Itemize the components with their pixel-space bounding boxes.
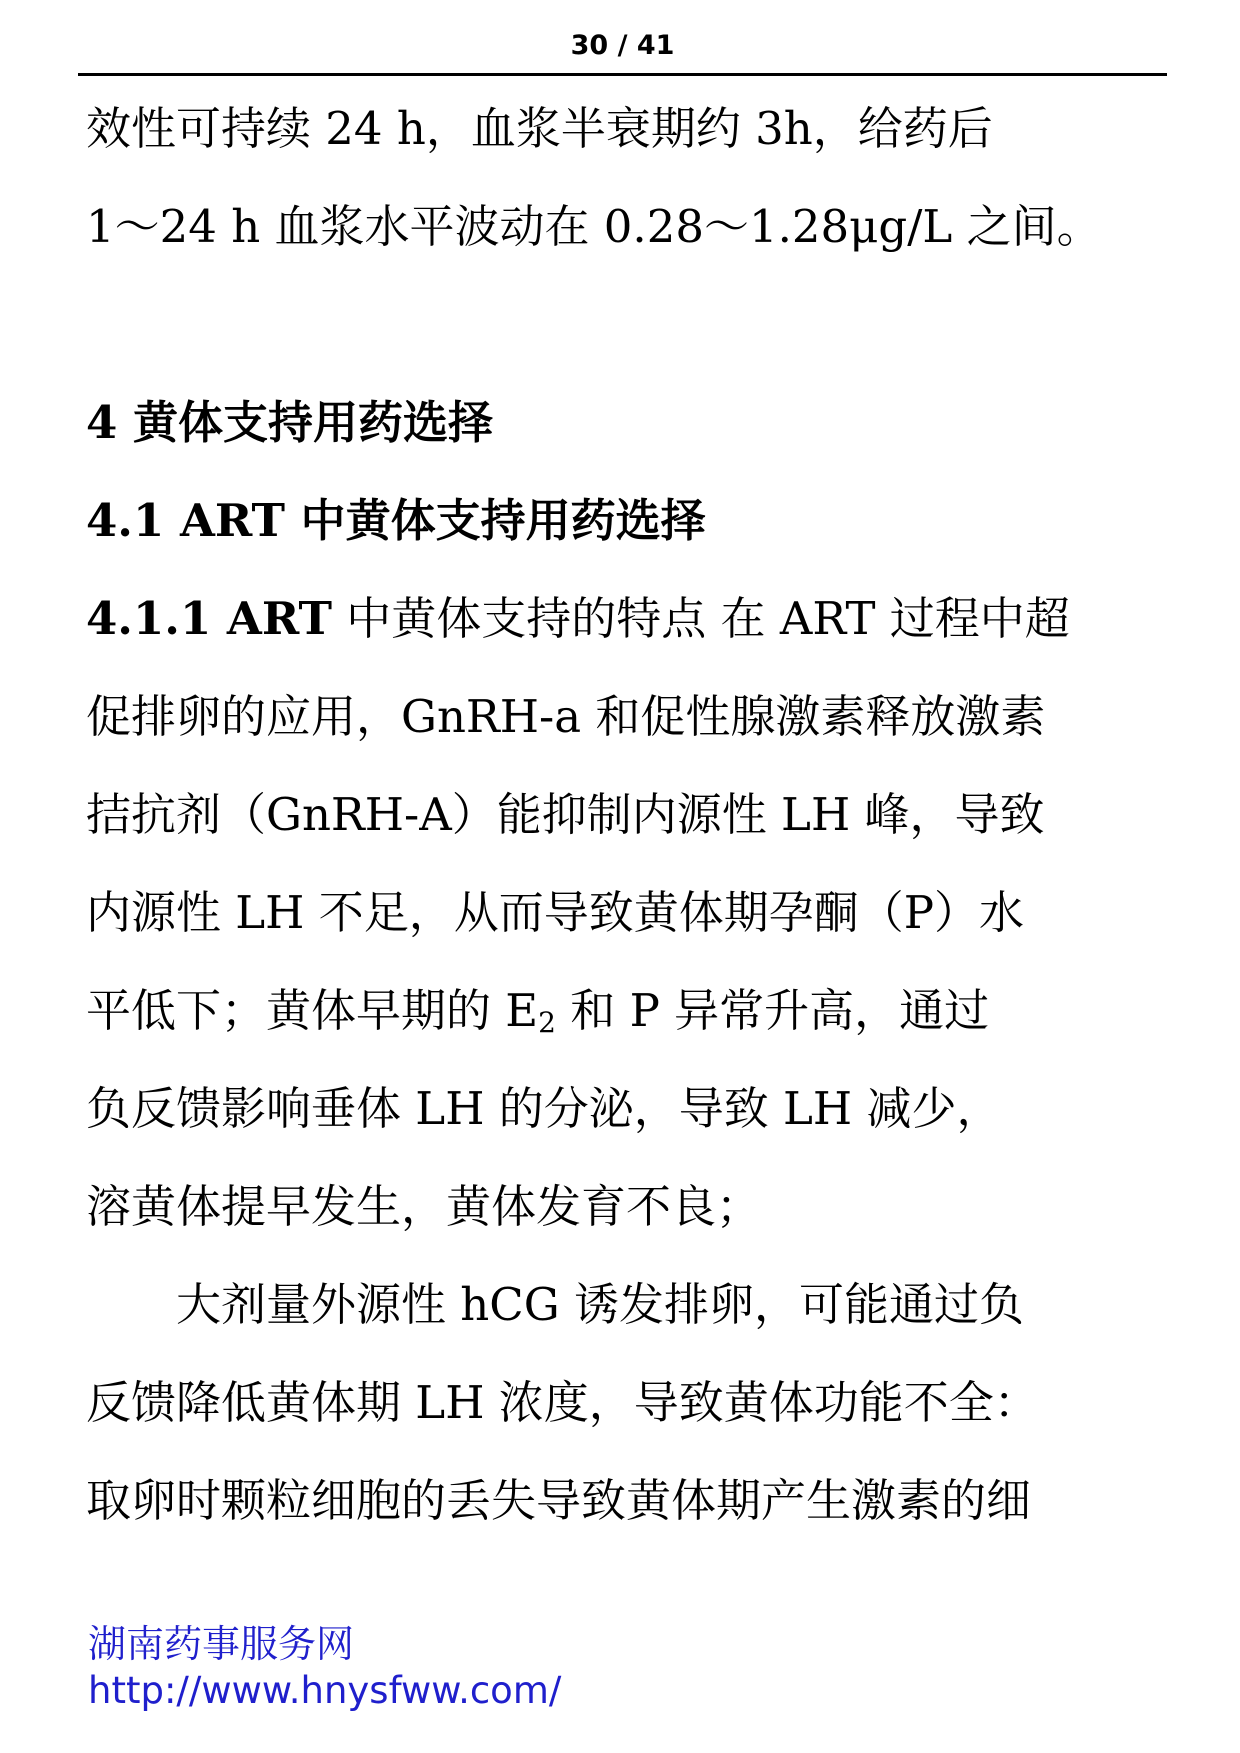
- footer-url-link[interactable]: http://www.hnysfww.com/: [88, 1669, 562, 1712]
- body-line: 1～24 h 血浆水平波动在 0.28～1.28μg/L 之间。: [86, 200, 1102, 253]
- paragraph-text: 中黄体支持的特点 在 ART 过程中超: [331, 592, 1070, 645]
- paragraph-text: 平低下；黄体早期的 E: [86, 984, 539, 1037]
- footer-site-name: 湖南药事服务网: [88, 1622, 355, 1666]
- header-divider: [78, 73, 1167, 76]
- paragraph-line: 内源性 LH 不足，从而导致黄体期孕酮（P）水: [86, 886, 1025, 939]
- page-number: 30 / 41: [570, 30, 675, 61]
- subsection-label: 4.1.1 ART: [86, 592, 332, 645]
- paragraph-line: 大剂量外源性 hCG 诱发排卵，可能通过负: [176, 1278, 1024, 1331]
- paragraph-line: [86, 962, 1166, 1060]
- blank-line: [86, 276, 1166, 374]
- paragraph-line: [86, 570, 1166, 668]
- paragraph-line: 负反馈影响垂体 LH 的分泌，导致 LH 减少，: [86, 1082, 1002, 1135]
- paragraph-line: 取卵时颗粒细胞的丢失导致黄体期产生激素的细: [86, 1474, 1032, 1527]
- section-heading-4-1: 4.1 ART 中黄体支持用药选择: [86, 494, 706, 547]
- document-body: [86, 80, 1166, 1550]
- paragraph-line: 反馈降低黄体期 LH 浓度，导致黄体功能不全：: [86, 1376, 1039, 1429]
- paragraph-text: 和 P 异常升高，通过: [555, 984, 990, 1037]
- footer: [88, 1620, 561, 1714]
- paragraph-line: 拮抗剂（GnRH-A）能抑制内源性 LH 峰，导致: [86, 788, 1045, 841]
- paragraph-line: 溶黄体提早发生，黄体发育不良；: [86, 1180, 762, 1233]
- subscript: 2: [538, 1006, 556, 1039]
- body-line: 效性可持续 24 h，血浆半衰期约 3h，给药后: [86, 102, 993, 155]
- section-heading-4: 4 黄体支持用药选择: [86, 396, 493, 449]
- paragraph-line: 促排卵的应用，GnRH-a 和促性腺激素释放激素: [86, 690, 1046, 743]
